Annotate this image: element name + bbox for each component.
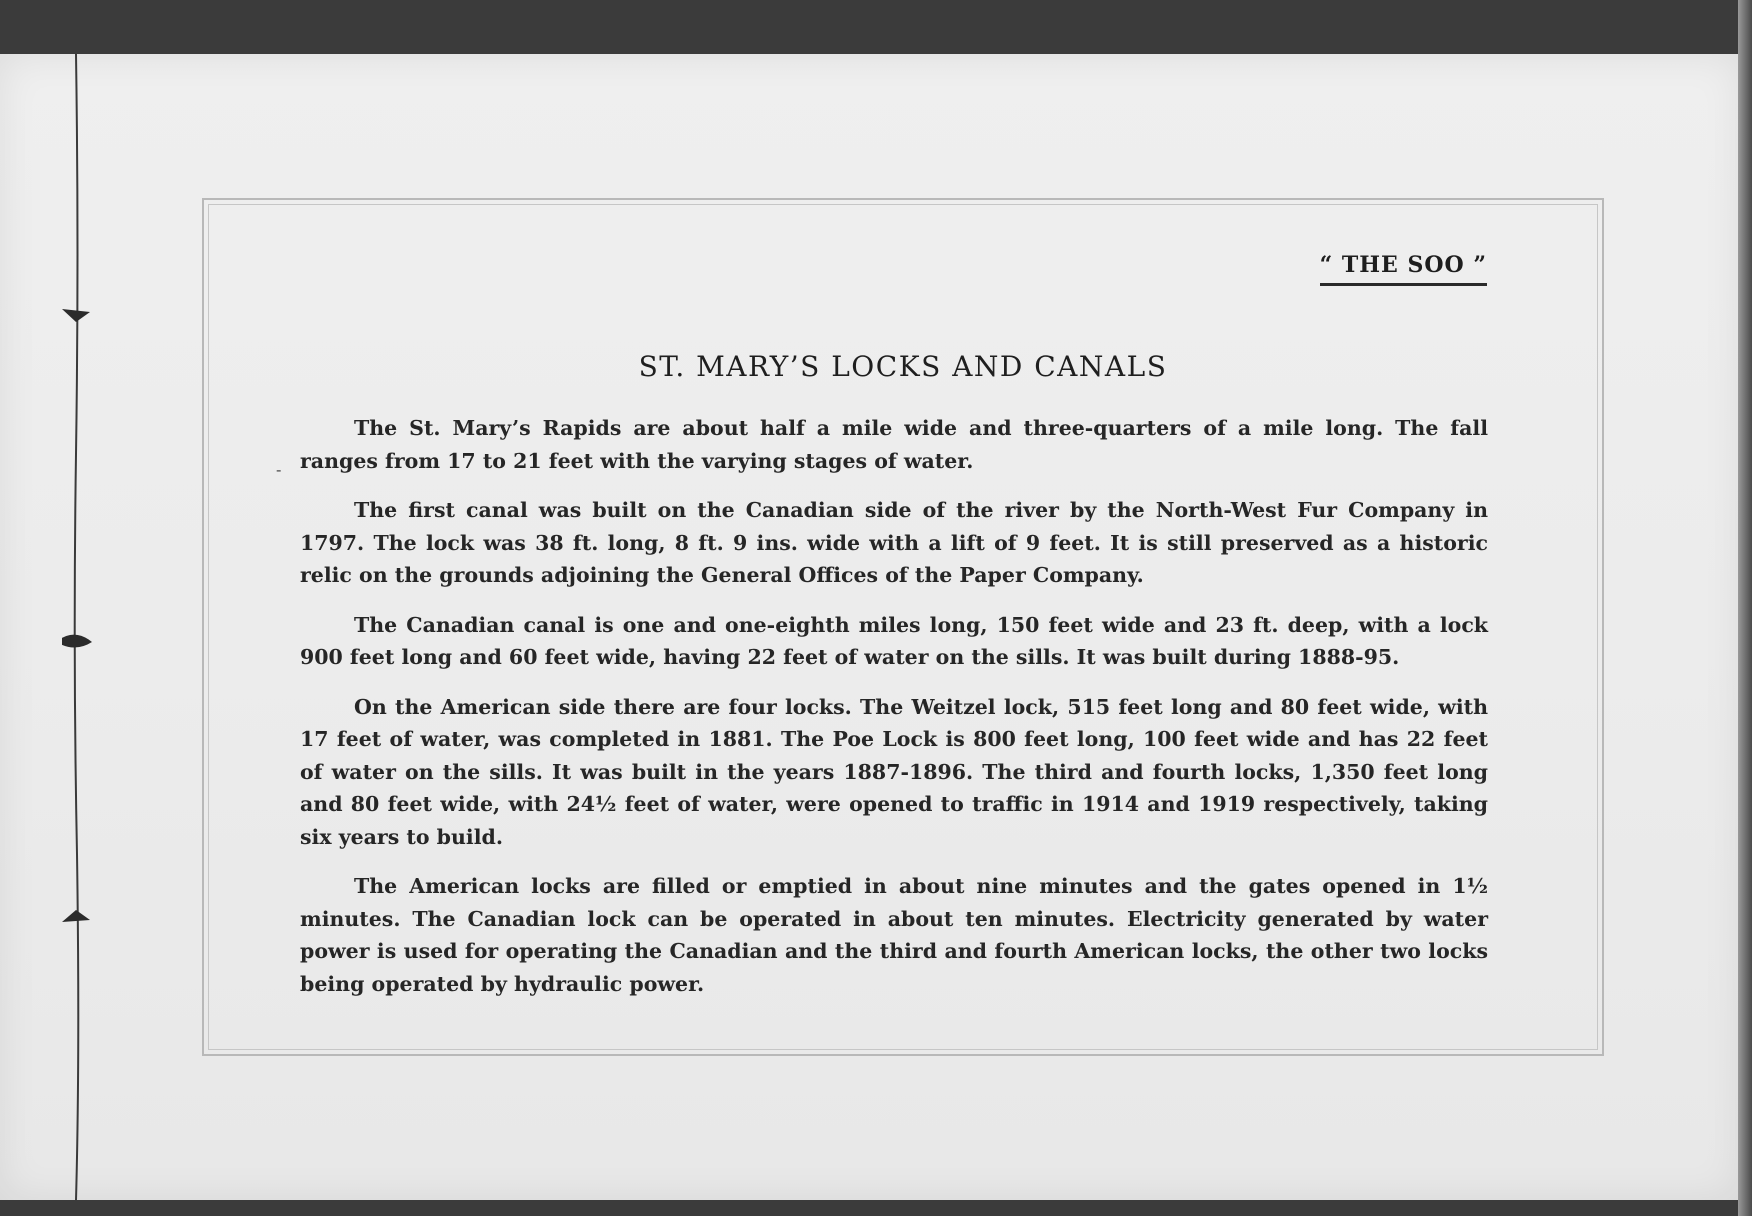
- body-text: [300, 412, 1488, 1017]
- margin-mark: -: [276, 460, 282, 479]
- page-edge-shadow: [1738, 0, 1752, 1216]
- paragraph-first-canal: The first canal was built on the Canadian side of the river by the North-West Fur Company in 1797. The lock was 38 ft. long, 8 ft. 9 ins. wide with a lift of 9 feet. It is still preserved as a historic relic on the grounds adjoining the General Offices of the Paper Company.: [300, 498, 1488, 587]
- paragraph-rapids: The St. Mary’s Rapids are about half a mile wide and three-quarters of a mile long. The fall ranges from 17 to 21 feet with the varying stages of water.: [300, 416, 1488, 473]
- running-head: “ THE SOO ”: [1320, 252, 1487, 286]
- page-title: ST. MARY’S LOCKS AND CANALS: [638, 350, 1168, 383]
- paragraph-american-locks: On the American side there are four locks. The Weitzel lock, 515 feet long and 80 feet wide, with 17 feet of water, was completed in 1881. The Poe Lock is 800 feet long, 100 feet wide and has 22 feet of water on the sills. It was built in the years 1887-1896. The third and fourth locks, 1,350 feet long and 80 feet wide, with 24½ feet of water, were opened to traffic in 1914 and 1919 respectively, taking six years to build.: [300, 694, 1488, 849]
- binding-thread: [62, 54, 86, 1200]
- paragraph-canadian-canal: The Canadian canal is one and one-eighth miles long, 150 feet wide and 23 ft. deep, with a lock 900 feet long and 60 feet wide, having 22 feet of water on the sills. It was built during 1888-95.: [300, 612, 1488, 669]
- paragraph-operation: The American locks are filled or emptied in about nine minutes and the gates opened in 1½ minutes. The Canadian lock can be operated in about ten minutes. Electricity generated by water power is used for operating the Canadian and the third and fourth American locks, the other two locks being operated by hydraulic power.: [300, 874, 1488, 996]
